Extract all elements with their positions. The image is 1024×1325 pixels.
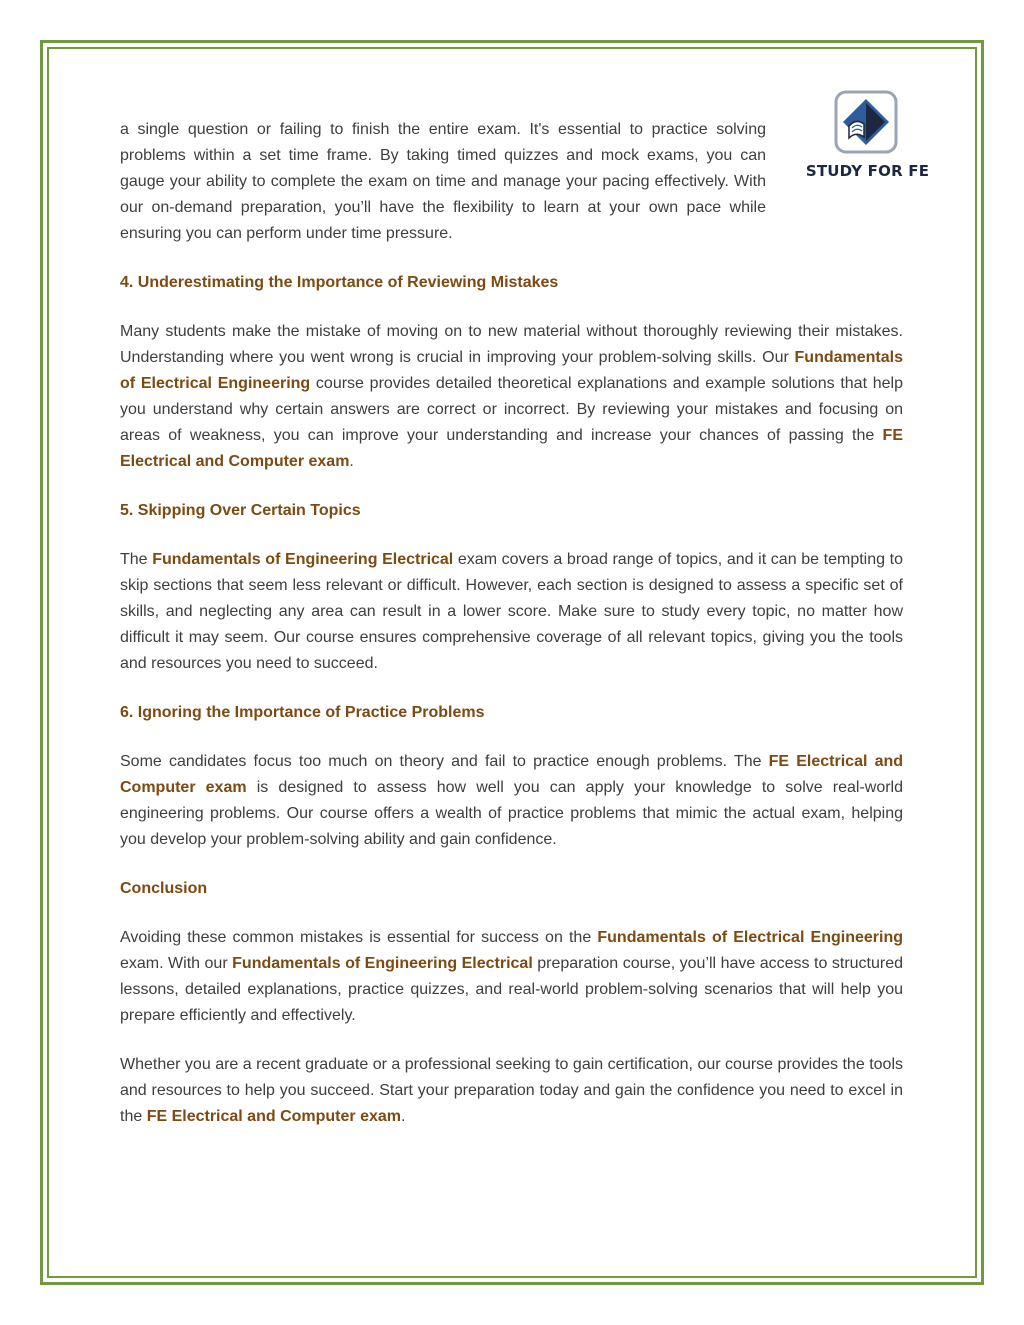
logo-text: STUDY FOR FE	[805, 162, 930, 180]
highlight-term: FE Electrical and Computer exam	[120, 753, 904, 796]
section-5-paragraph: The Fundamentals of Engineering Electrical exam covers a broad range of topics, and it can be tempting to skip sections that seem less relevant or difficult. However, each section is designed to assess a specific set of skills, and neglecting any area can result in a lower score. Make sure to study every topic, no matter how difficult it may seem. Our course ensures comprehensive coverage of all relevant topics, giving you the tools and resources you need to succeed.	[120, 551, 903, 672]
highlight-term: FE Electrical and Computer exam	[120, 427, 903, 470]
highlight-term: FE Electrical and Computer exam	[146, 1108, 401, 1125]
highlight-term: Fundamentals of Engineering Electrical	[232, 955, 533, 972]
section-6-paragraph: Some candidates focus too much on theory and fail to practice enough problems. The FE Electrical and Computer exam is designed to assess how well you can apply your knowledge to solve real-world engineering problems. Our course offers a wealth of practice problems that mimic the actual exam, helping you develop your problem-solving ability and gain confidence.	[120, 753, 904, 848]
intro-paragraph: a single question or failing to finish the entire exam. It's essential to practice solving problems within a set time frame. By taking timed quizzes and mock exams, you can gauge your ability to complete the exam on time and manage your pacing effectively. With our on-demand preparation, you’ll have the flexibility to learn at your own pace while ensuring you can perform under time pressure.	[120, 121, 766, 242]
section-4-paragraph: Many students make the mistake of moving on to new material without thoroughly reviewing their mistakes. Understanding where you went wrong is crucial in improving your problem-solving skills. Our Fundamentals of Electrical Engineering course provides detailed theoretical explanations and example solutions that help you understand why certain answers are correct or incorrect. By reviewing your mistakes and focusing on areas of weakness, you can improve your understanding and increase your chances of passing the FE Electrical and Computer exam.	[120, 323, 903, 470]
section-5-heading: 5. Skipping Over Certain Topics	[120, 502, 361, 519]
highlight-term: Fundamentals of Electrical Engineering	[597, 929, 903, 946]
highlight-term: Fundamentals of Engineering Electrical	[152, 551, 454, 568]
conclusion-paragraph-1: Avoiding these common mistakes is essential for success on the Fundamentals of Electrical Engineering exam. With our Fundamentals of Engineering Electrical preparation course, you’ll have access to structured lessons, detailed explanations, practice quizzes, and real-world problem-solving scenarios that will help you prepare efficiently and effectively.	[120, 929, 904, 1024]
document-body	[120, 117, 903, 1130]
section-4-heading: 4. Underestimating the Importance of Reviewing Mistakes	[120, 274, 559, 291]
conclusion-paragraph-2: Whether you are a recent graduate or a professional seeking to gain certification, our course provides the tools and resources to help you succeed. Start your preparation today and gain the confidence you need to excel in the FE Electrical and Computer exam.	[120, 1056, 903, 1125]
highlight-term: Fundamentals of Electrical Engineering	[120, 349, 903, 392]
conclusion-heading: Conclusion	[120, 880, 208, 897]
section-6-heading: 6. Ignoring the Importance of Practice Problems	[120, 704, 485, 721]
